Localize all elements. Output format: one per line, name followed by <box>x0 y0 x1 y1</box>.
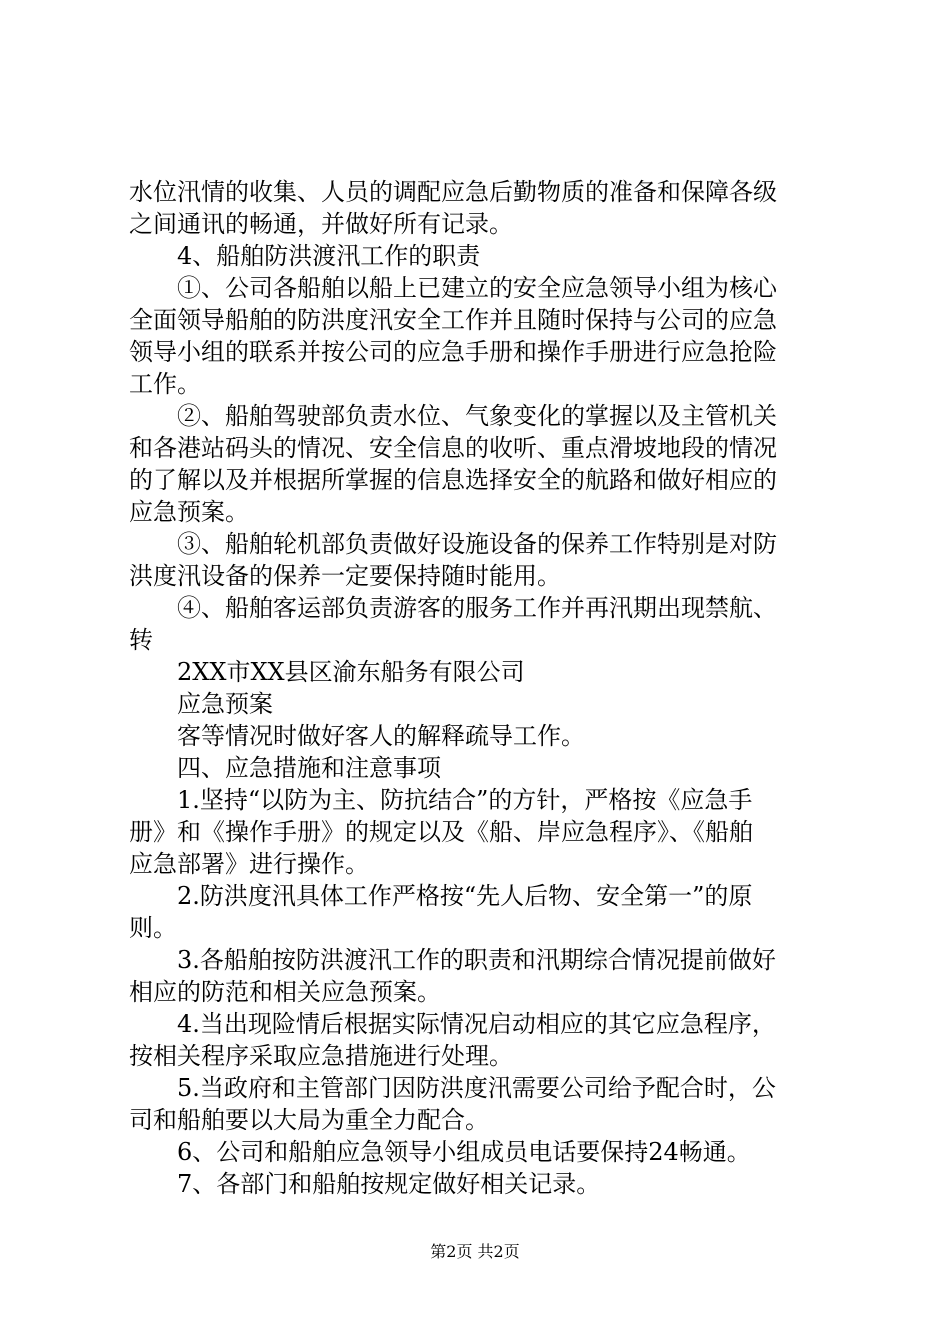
text-line: 应急部署》进行操作。 <box>129 850 369 878</box>
text-line: 司和船舶要以大局为重全力配合。 <box>129 1106 489 1134</box>
text-line: 洪度汛设备的保养一定要保持随时能用。 <box>129 562 561 590</box>
text-line: ①、公司各船舶以船上已建立的安全应急领导小组为核心 <box>177 274 777 302</box>
text-line: 相应的防范和相关应急预案。 <box>129 978 441 1006</box>
page-number-footer: 第2页 共2页 <box>430 1242 520 1261</box>
text-line: 转 <box>129 626 153 654</box>
text-line: 按相关程序采取应急措施进行处理。 <box>129 1042 513 1070</box>
company-name: 2XX市XX县区渝东船务有限公司 <box>177 658 525 686</box>
text-line: 3.各船舶按防洪渡汛工作的职责和汛期综合情况提前做好 <box>177 946 776 974</box>
text-line: 领导小组的联系并按公司的应急手册和操作手册进行应急抢险 <box>129 338 777 366</box>
text-line: 的了解以及并根据所掌握的信息选择安全的航路和做好相应的 <box>129 466 777 494</box>
text-line: 1.坚持“以防为主、防抗结合”的方针，严格按《应急手 <box>177 786 753 814</box>
text-line: 4.当出现险情后根据实际情况启动相应的其它应急程序， <box>177 1010 776 1038</box>
document-title: 应急预案 <box>177 690 273 718</box>
text-line: ②、船舶驾驶部负责水位、气象变化的掌握以及主管机关 <box>177 402 777 430</box>
text-line: 5.当政府和主管部门因防洪度汛需要公司给予配合时，公 <box>177 1074 776 1102</box>
section-heading: 4、船舶防洪渡汛工作的职责 <box>177 242 481 270</box>
text-line: 则。 <box>129 914 177 942</box>
text-line: 应急预案。 <box>129 498 249 526</box>
text-line: 水位汛情的收集、人员的调配应急后勤物质的准备和保障各级 <box>129 178 777 206</box>
text-line: 7、各部门和船舶按规定做好相关记录。 <box>177 1170 601 1198</box>
text-line: ④、船舶客运部负责游客的服务工作并再汛期出现禁航、 <box>177 594 777 622</box>
text-line: 和各港站码头的情况、安全信息的收听、重点滑坡地段的情况 <box>129 434 777 462</box>
text-line: 之间通讯的畅通，并做好所有记录。 <box>129 210 513 238</box>
text-line: 册》和《操作手册》的规定以及《船、岸应急程序》、《船舶 <box>129 818 753 846</box>
text-line: 全面领导船舶的防洪度汛安全工作并且随时保持与公司的应急 <box>129 306 777 334</box>
text-line: 客等情况时做好客人的解释疏导工作。 <box>177 722 585 750</box>
text-line: 2.防洪度汛具体工作严格按“先人后物、安全第一”的原 <box>177 882 753 910</box>
section-heading: 四、应急措施和注意事项 <box>177 754 441 782</box>
text-line: 工作。 <box>129 370 201 398</box>
text-line: ③、船舶轮机部负责做好设施设备的保养工作特别是对防 <box>177 530 777 558</box>
text-line: 6、公司和船舶应急领导小组成员电话要保持24畅通。 <box>177 1138 751 1166</box>
